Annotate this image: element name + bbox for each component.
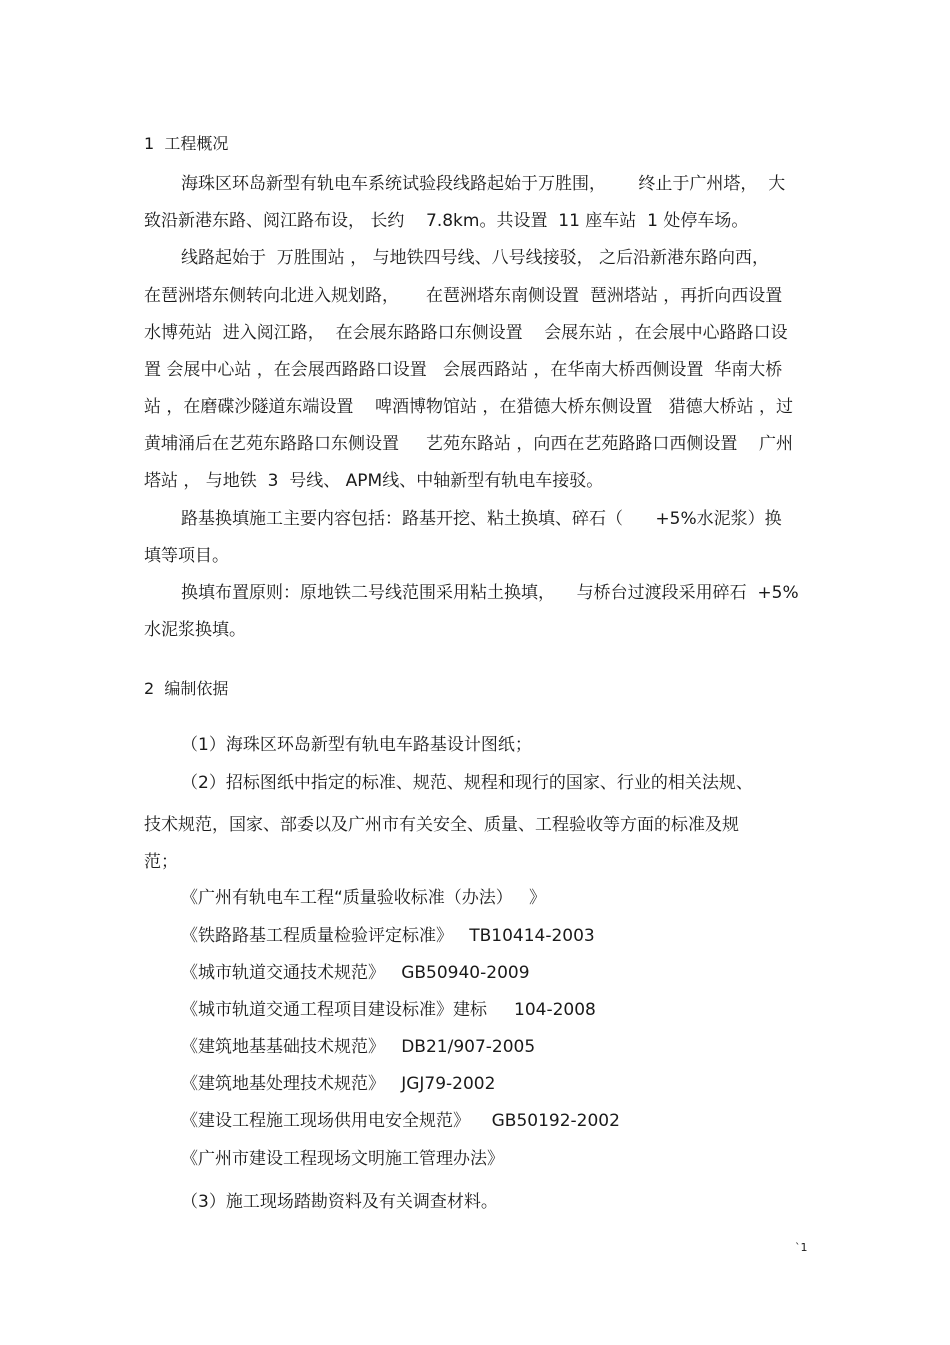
paragraph-2-line: 在琶洲塔东侧转向北进入规划路， 在琶洲塔东南侧设置 琶洲塔站 ，再折向西设置 [144, 286, 783, 306]
basis-item-2-line: 范； [144, 852, 178, 872]
page-number: `1 [795, 1241, 808, 1254]
paragraph-1-line: 海珠区环岛新型有轨电车系统试验段线路起始于万胜围， 终止于广州塔， 大 [181, 174, 786, 194]
paragraph-3-line: 路基换填施工主要内容包括：路基开挖、粘土换填、碎石（ +5%水泥浆）换 [181, 509, 782, 529]
standard-item: 《广州市建设工程现场文明施工管理办法》 [181, 1149, 504, 1169]
paragraph-2-line: 黄埔涌后在艺苑东路路口东侧设置 艺苑东路站 ，向西在艺苑路路口西侧设置 广州 [144, 434, 794, 454]
paragraph-2-line: 线路起始于 万胜围站 ， 与地铁四号线、八号线接驳， 之后沿新港东路向西， [181, 248, 770, 268]
section-1-heading: 1 工程概况 [144, 134, 229, 153]
basis-item-2-line: 技术规范，国家、部委以及广州市有关安全、质量、工程验收等方面的标准及规 [144, 815, 739, 835]
paragraph-2-line: 水博苑站 进入阅江路， 在会展东路路口东侧设置 会展东站 ，在会展中心路路口设 [144, 323, 788, 343]
paragraph-1-line: 致沿新港东路、阅江路布设， 长约 7.8km。共设置 11 座车站 1 处停车场。 [144, 211, 749, 231]
basis-item-3: （3）施工现场踏勘资料及有关调查材料。 [181, 1192, 498, 1212]
standard-item: 《城市轨道交通技术规范》 GB50940-2009 [181, 963, 530, 983]
basis-item-2-line: （2）招标图纸中指定的标准、规范、规程和现行的国家、行业的相关法规、 [181, 773, 753, 793]
standard-item: 《建设工程施工现场供用电安全规范》 GB50192-2002 [181, 1111, 620, 1131]
paragraph-2-line: 站 ，在磨碟沙隧道东端设置 啤酒博物馆站 ，在猎德大桥东侧设置 猎德大桥站 ，过 [144, 397, 794, 417]
paragraph-3-line: 填等项目。 [144, 546, 229, 566]
paragraph-2-line: 塔站 ， 与地铁 3 号线、 APM线、中轴新型有轨电车接驳。 [144, 471, 604, 491]
paragraph-2-line: 置 会展中心站 ，在会展西路路口设置 会展西路站 ，在华南大桥西侧设置 华南大桥 [144, 360, 783, 380]
standard-item: 《广州有轨电车工程“质量验收标准（办法） 》 [181, 888, 547, 908]
standard-item: 《建筑地基处理技术规范》 JGJ79-2002 [181, 1074, 496, 1094]
standard-item: 《建筑地基基础技术规范》 DB21/907-2005 [181, 1037, 536, 1057]
section-2-heading: 2 编制依据 [144, 679, 229, 698]
standard-item: 《铁路路基工程质量检验评定标准》 TB10414-2003 [181, 926, 595, 946]
standard-item: 《城市轨道交通工程项目建设标准》建标 104-2008 [181, 1000, 596, 1020]
basis-item-1: （1）海珠区环岛新型有轨电车路基设计图纸； [181, 735, 532, 755]
paragraph-4-line: 换填布置原则：原地铁二号线范围采用粘土换填， 与桥台过渡段采用碎石 +5% [181, 583, 799, 603]
paragraph-4-line: 水泥浆换填。 [144, 620, 246, 640]
